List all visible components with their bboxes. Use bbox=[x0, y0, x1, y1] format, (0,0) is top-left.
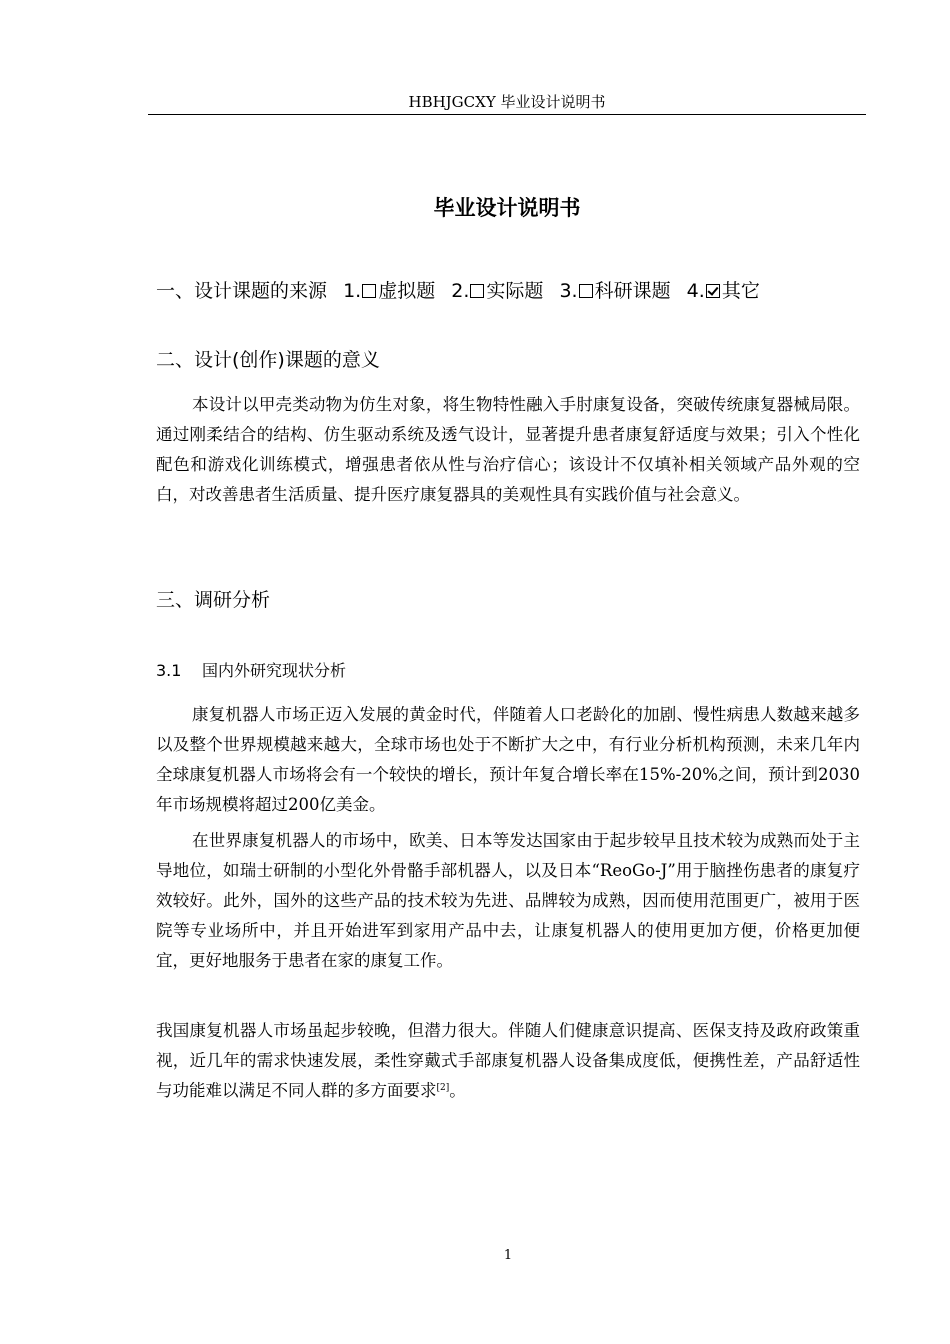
option-1[interactable]: 1. 虚拟题 bbox=[343, 280, 436, 302]
subsection-title: 国内外研究现状分析 bbox=[202, 661, 347, 680]
research-paragraph-1: 康复机器人市场正迈入发展的黄金时代，伴随着人口老龄化的加剧、慢性病患人数越来越多以及整个世界规模越来越大，全球市场也处于不断扩大之中，有行业分析机构预测，未来几年内全球康复机器人市场将会有一个较快的增长，预计年复合增长率在15%-20%之间，预计到2030年市场规模将超过200亿美金。 bbox=[156, 705, 860, 814]
subsection-heading bbox=[156, 660, 346, 682]
section-1-heading bbox=[156, 277, 760, 305]
running-header: HBHJGCXY 毕业设计说明书 bbox=[408, 93, 606, 111]
research-paragraph-3 bbox=[156, 1016, 860, 1106]
option-2[interactable]: 2. 实际题 bbox=[451, 280, 544, 302]
section-2-heading: 二、设计(创作)课题的意义 bbox=[156, 349, 380, 371]
closing-punctuation: 。 bbox=[449, 1081, 466, 1100]
research-paragraph-3-text: 我国康复机器人市场虽起步较晚，但潜力很大。伴随人们健康意识提高、医保支持及政府政策重视，近几年的需求快速发展，柔性穿戴式手部康复机器人设备集成度低，便携性差，产品舒适性与功能难以满足不同人群的多方面要求 bbox=[156, 1021, 860, 1100]
significance-paragraph: 本设计以甲壳类动物为仿生对象，将生物特性融入手肘康复设备，突破传统康复器械局限。通过刚柔结合的结构、仿生驱动系统及透气设计，显著提升患者康复舒适度与效果；引入个性化配色和游戏化训练模式，增强患者依从性与治疗信心；该设计不仅填补相关领域产品外观的空白，对改善患者生活质量、提升医疗康复器具的美观性具有实践价值与社会意义。 bbox=[156, 395, 860, 504]
unchecked-box-icon[interactable] bbox=[579, 284, 593, 298]
citation-reference[interactable]: [2] bbox=[436, 1083, 450, 1093]
section-1-heading-text: 一、设计课题的来源 bbox=[156, 280, 328, 302]
subsection-number: 3.1 bbox=[156, 661, 182, 680]
section-3-heading: 三、调研分析 bbox=[156, 589, 271, 611]
option-3[interactable]: 3. 科研课题 bbox=[559, 280, 671, 302]
unchecked-box-icon[interactable] bbox=[470, 284, 484, 298]
checked-box-icon[interactable] bbox=[706, 284, 720, 298]
unchecked-box-icon[interactable] bbox=[362, 284, 376, 298]
document-title: 毕业设计说明书 bbox=[433, 196, 581, 220]
research-paragraph-2: 在世界康复机器人的市场中，欧美、日本等发达国家由于起步较早且技术较为成熟而处于主导地位，如瑞士研制的小型化外骨骼手部机器人，以及日本“ReoGo-J”用于脑挫伤患者的康复疗效较好。此外，国外的这些产品的技术较为先进、品牌较为成熟，因而使用范围更广，被用于医院等专业场所中，并且开始进军到家用产品中去，让康复机器人的使用更加方便，价格更加便宜，更好地服务于患者在家的康复工作。 bbox=[156, 831, 860, 970]
header-divider bbox=[148, 114, 866, 115]
option-4[interactable]: 4. 其它 bbox=[686, 280, 760, 302]
page-number: 1 bbox=[503, 1248, 513, 1263]
